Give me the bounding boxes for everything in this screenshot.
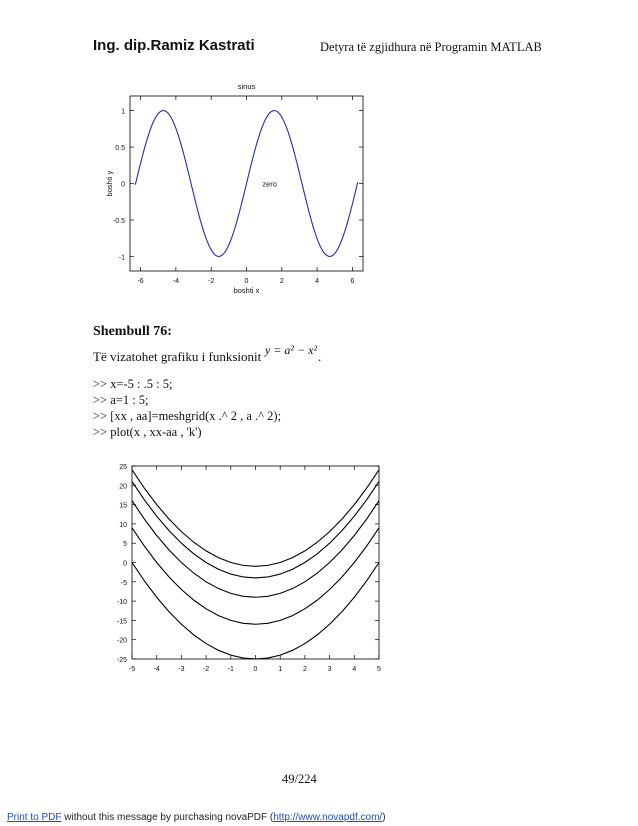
y-tick-label: 0 <box>121 181 125 189</box>
y-tick-label: 0.5 <box>115 145 125 153</box>
x-tick-label: -1 <box>227 666 234 673</box>
code-line-4: >> plot(x , xx-aa , 'k') <box>93 425 202 439</box>
x-tick-label: 3 <box>327 666 332 673</box>
x-tick-label: -4 <box>172 278 180 285</box>
plot-frame <box>132 466 379 659</box>
x-tick-label: 2 <box>302 666 307 673</box>
x-tick-label: 4 <box>352 666 357 673</box>
curve-series-2 <box>132 481 379 578</box>
x-tick-label: -5 <box>128 666 136 673</box>
task-text: Të vizatohet grafiku i funksionit <box>93 349 262 364</box>
header-title: Detyra të zgjidhura në Programin MATLAB <box>320 40 542 54</box>
x-tick-label: 4 <box>315 278 320 285</box>
x-axis-label: boshti x <box>233 286 260 295</box>
x-tick-label: 1 <box>278 666 283 673</box>
code-line-3: >> [xx , aa]=meshgrid(x .^ 2 , a .^ 2); <box>93 409 282 423</box>
code-line-1: >> x=-5 : .5 : 5; <box>93 377 173 391</box>
x-tick-label: -6 <box>137 278 144 285</box>
y-tick-label: -5 <box>120 579 127 587</box>
task-period: . <box>318 349 322 364</box>
x-tick-label: -3 <box>178 666 185 673</box>
x-tick-label: -4 <box>153 666 160 673</box>
footer-text: without this message by purchasing novaPDF ( <box>61 812 274 823</box>
footer <box>7 812 386 823</box>
page-number: 49/224 <box>282 772 317 786</box>
curve-series-3 <box>132 501 379 598</box>
y-tick-label: -15 <box>116 618 127 626</box>
y-tick-label: -0.5 <box>112 217 125 225</box>
y-tick-label: 15 <box>119 502 127 510</box>
y-tick-label: -20 <box>116 637 127 645</box>
chart-title: sinus <box>237 82 256 91</box>
x-tick-label: -2 <box>208 278 215 285</box>
x-tick-label: 5 <box>377 666 381 673</box>
code-line-2: >> a=1 : 5; <box>93 393 149 407</box>
curve-series-1 <box>132 470 379 567</box>
task-formula: y = a² − x² <box>265 343 318 357</box>
x-tick-label: 0 <box>244 278 249 285</box>
chart-annotation: zero <box>262 179 277 189</box>
x-tick-label: 2 <box>279 278 284 285</box>
y-tick-label: 1 <box>121 108 125 116</box>
example-title: Shembull 76: <box>93 324 172 339</box>
y-tick-label: -25 <box>116 657 127 664</box>
footer-end: ) <box>382 812 386 823</box>
y-tick-label: 25 <box>119 464 127 471</box>
header-author: Ing. dip.Ramiz Kastrati <box>93 37 255 54</box>
y-tick-label: -1 <box>118 254 125 262</box>
x-tick-label: 6 <box>350 278 355 285</box>
y-tick-label: 10 <box>119 521 127 529</box>
y-tick-label: 0 <box>123 560 127 568</box>
y-tick-label: -10 <box>116 599 127 607</box>
y-tick-label: 20 <box>119 483 127 491</box>
curve-series-4 <box>132 528 379 625</box>
x-tick-label: 0 <box>253 666 258 673</box>
y-axis-label: boshti y <box>105 170 114 197</box>
print-to-pdf-link[interactable]: Print to PDF <box>7 812 62 823</box>
y-tick-label: 5 <box>123 541 127 549</box>
x-tick-label: -2 <box>202 666 210 673</box>
novapdf-link[interactable]: http://www.novapdf.com/ <box>273 812 383 823</box>
